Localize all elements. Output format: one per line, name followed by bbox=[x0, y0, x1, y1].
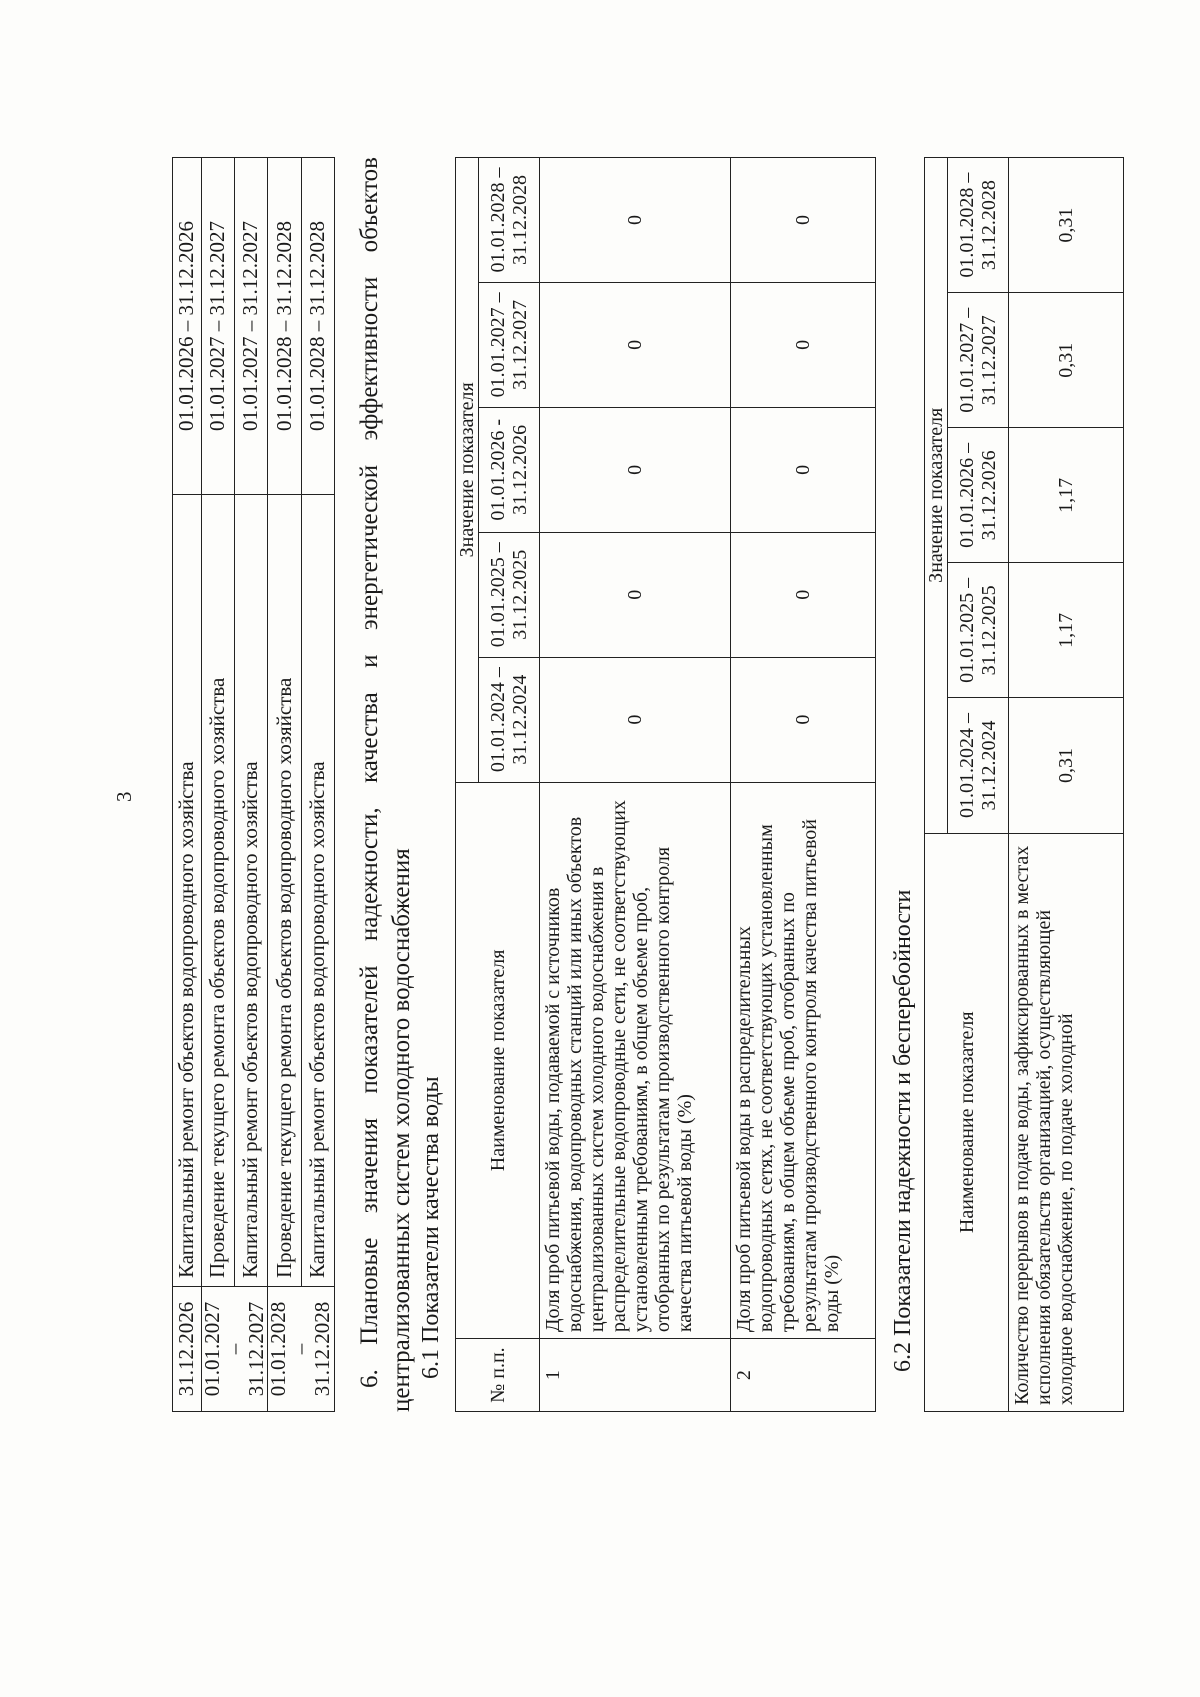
schedule-dates: 01.01.2027 – 31.12.2027 bbox=[202, 158, 235, 495]
period-header: 01.01.2028 – 31.12.2028 bbox=[479, 158, 540, 283]
page-number: 3 bbox=[112, 791, 136, 802]
schedule-dates: 01.01.2027 – 31.12.2027 bbox=[235, 158, 268, 495]
section-heading-line2: централизованных систем холодного водоснабжения bbox=[388, 848, 415, 1412]
schedule-work: Проведение текущего ремонта объектов водопроводного хозяйства bbox=[202, 495, 235, 1287]
period-header: 01.01.2024 – 31.12.2024 bbox=[479, 657, 540, 782]
table-row bbox=[235, 158, 268, 1412]
schedule-work: Капитальный ремонт объектов водопроводного хозяйства bbox=[235, 495, 268, 1287]
section-heading-line1: 6. Плановые значения показателей надежности, качества и энергетической эффективности объектов bbox=[356, 157, 383, 1388]
table-row bbox=[173, 158, 202, 1412]
indicator-value: 0 bbox=[540, 158, 731, 283]
subsection-title-quality: 6.1 Показатели качества воды bbox=[418, 1076, 444, 1379]
indicator-value: 0,31 bbox=[1009, 293, 1124, 428]
table-row bbox=[1009, 158, 1124, 1412]
col-num-header: № п.п. bbox=[456, 1339, 540, 1412]
schedule-work: Капитальный ремонт объектов водопроводного хозяйства bbox=[301, 495, 334, 1287]
schedule-period: 01.01.2028 – 31.12.2028 bbox=[268, 1287, 334, 1412]
schedule-period: 01.01.2027 – 31.12.2027 bbox=[202, 1287, 268, 1412]
subsection-title-reliability: 6.2 Показатели надежности и бесперебойности bbox=[890, 889, 916, 1372]
col-name-header: Наименование показателя bbox=[925, 833, 1009, 1411]
indicator-value: 0 bbox=[731, 407, 876, 532]
indicator-value: 0 bbox=[731, 282, 876, 407]
period-header: 01.01.2026 - 31.12.2026 bbox=[479, 407, 540, 532]
period-header: 01.01.2025 – 31.12.2025 bbox=[948, 563, 1009, 698]
col-value-header: Значение показателя bbox=[456, 158, 479, 783]
table-row bbox=[540, 158, 731, 1412]
table-row bbox=[202, 158, 235, 1412]
indicator-name: Доля проб питьевой воды, подаваемой с источников водоснабжения, водопроводных станций или иных объектов централизованных систем холодного водоснабжения в распределительные водопроводные сети, не соответствующих установленным требованиям, в общем объеме проб, отобранных по результатам производственного контроля качества питьевой воды (%) bbox=[540, 782, 731, 1339]
table-row bbox=[731, 158, 876, 1412]
indicator-name: Доля проб питьевой воды в распределительных водопроводных сетях, не соответствующих установленным требованиям, в общем объеме проб, отобранных по результатам производственного контроля качества питьевой воды (%) bbox=[731, 782, 876, 1339]
indicator-value: 0 bbox=[540, 407, 731, 532]
row-number: 1 bbox=[540, 1339, 731, 1412]
col-value-header: Значение показателя bbox=[925, 158, 948, 834]
indicator-value: 0 bbox=[731, 657, 876, 782]
schedule-table bbox=[172, 157, 335, 1412]
indicator-value: 0,31 bbox=[1009, 698, 1124, 833]
indicator-value: 0 bbox=[731, 532, 876, 657]
period-header: 01.01.2025 – 31.12.2025 bbox=[479, 532, 540, 657]
indicator-value: 0 bbox=[540, 657, 731, 782]
reliability-table bbox=[924, 157, 1124, 1412]
table-row bbox=[301, 158, 334, 1412]
schedule-dates: 01.01.2028 – 31.12.2028 bbox=[268, 158, 301, 495]
period-header: 01.01.2028 – 31.12.2028 bbox=[948, 158, 1009, 293]
table-header-row bbox=[456, 158, 479, 1412]
schedule-work: Проведение текущего ремонта объектов водопроводного хозяйства bbox=[268, 495, 301, 1287]
schedule-dates: 01.01.2026 – 31.12.2026 bbox=[173, 158, 202, 495]
period-header: 01.01.2024 – 31.12.2024 bbox=[948, 698, 1009, 833]
schedule-dates: 01.01.2028 – 31.12.2028 bbox=[301, 158, 334, 495]
schedule-work: Капитальный ремонт объектов водопроводного хозяйства bbox=[173, 495, 202, 1287]
indicator-value: 1,17 bbox=[1009, 563, 1124, 698]
indicator-value: 0 bbox=[540, 282, 731, 407]
period-header: 01.01.2027 – 31.12.2027 bbox=[479, 282, 540, 407]
col-name-header: Наименование показателя bbox=[456, 782, 540, 1339]
quality-table bbox=[455, 157, 876, 1412]
indicator-value: 0 bbox=[540, 532, 731, 657]
period-header: 01.01.2027 – 31.12.2027 bbox=[948, 293, 1009, 428]
indicator-name: Количество перерывов в подаче воды, зафиксированных в местах исполнения обязательств организацией, осуществляющей холодное водоснабжение, по подаче холодной bbox=[1009, 833, 1124, 1411]
indicator-value: 0,31 bbox=[1009, 158, 1124, 293]
schedule-period: 31.12.2026 bbox=[173, 1287, 202, 1412]
period-header: 01.01.2026 – 31.12.2026 bbox=[948, 428, 1009, 563]
row-number: 2 bbox=[731, 1339, 876, 1412]
indicator-value: 1,17 bbox=[1009, 428, 1124, 563]
table-header-row bbox=[925, 158, 948, 1412]
indicator-value: 0 bbox=[731, 158, 876, 283]
table-row bbox=[268, 158, 301, 1412]
section-heading bbox=[354, 157, 418, 1412]
